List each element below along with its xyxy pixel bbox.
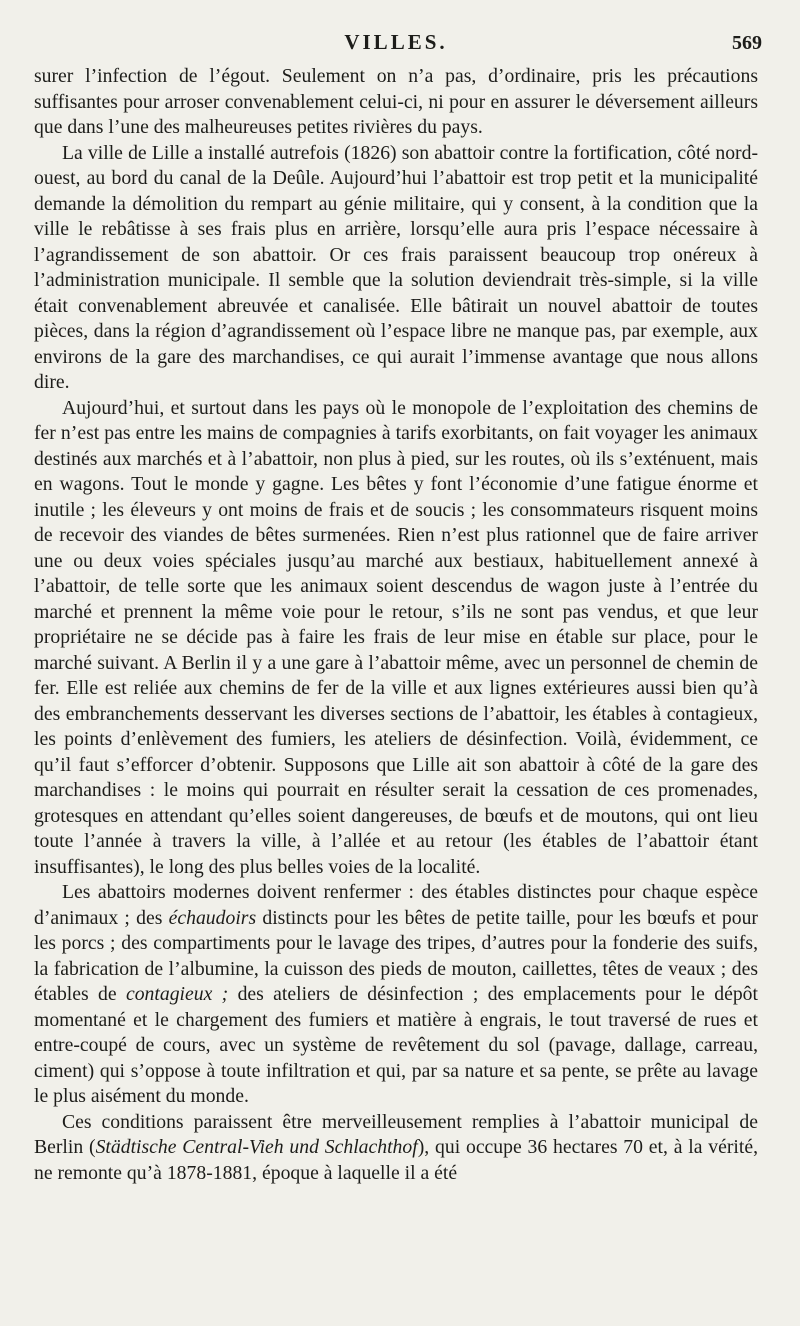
italic-term: Städtische Central-Vieh und Schlachthof xyxy=(95,1136,418,1158)
body-text xyxy=(34,64,758,1186)
paragraph xyxy=(34,880,758,1110)
paragraph-text: distincts pour les bêtes de petite taille, pour les bœufs et pour les porcs ; des compartiments pour le lavage des tripes, d’autres pour la fonderie des suifs, la fabrication de l’albumine, la cuisson des pieds de mouton, caillettes, têtes de veaux ; des étables de xyxy=(34,906,758,1005)
paragraph xyxy=(34,64,758,141)
paragraph xyxy=(34,141,758,396)
page-number: 569 xyxy=(732,32,762,54)
paragraph-text: La ville de Lille a installé autrefois (1826) son abattoir contre la fortification, côté nord-ouest, au bord du canal de la Deûle. Aujourd’hui l’abattoir est trop petit et la municipalité demande la démolition du rempart au génie militaire, qui y consent, à la condition que la ville le rebâtisse à ses frais plus en arrière, lorsqu’elle aura pris l’espace nécessaire à l’agrandissement de son abattoir. Or ces frais paraissent beaucoup trop onéreux à l’administration municipale. Il semble que la solution deviendrait très-simple, si la ville était convenablement abreuvée et canalisée. Elle bâtirait un nouvel abattoir de toutes pièces, dans la région d’agrandissement où l’espace libre ne manque pas, par exemple, aux environs de la gare des marchandises, ce qui aurait l’immense avantage que nous allons dire. xyxy=(34,141,758,393)
paragraph-text: ), qui occupe 36 hectares 70 et, à la vérité, ne remonte qu’à 1878-1881, époque à laquelle il a été xyxy=(34,1136,759,1184)
paragraph-text: Aujourd’hui, et surtout dans les pays où le monopole de l’exploitation des chemins de fer n’est pas entre les mains de compagnies à tarifs exorbitants, on fait voyager les animaux destinés aux marchés et à l’abattoir, non plus à pied, sur les routes, où ils s’exténuent, mais en wagons. Tout le monde y gagne. Les bêtes y font l’économie d’une fatigue énorme et inutile ; les éleveurs y ont moins de frais et de soucis ; les consommateurs risquent moins de recevoir des viandes de bêtes surmenées. Rien n’est plus rationnel que de faire arriver une ou deux voies spéciales jusqu’au marché aux bestiaux, habituellement annexé à l’abattoir, de telle sorte que les animaux soient descendus de wagon juste à l’entrée du marché et prennent la même voie pour le retour, s’ils ne sont pas vendus, et que leur propriétaire ne se décide pas à faire les frais de leur mise en étable sur place, pour le marché suivant. A Berlin il y a une gare à l’abattoir même, avec un personnel de chemin de fer. Elle est reliée aux chemins de fer de la ville et aux lignes extérieures aussi bien qu’à des embranchements desservant les diverses sections de l’abattoir, les étables à contagieux, les points d’enlèvement des fumiers, les ateliers de désinfection. Voilà, évidemment, ce qu’il faut s’efforcer d’obtenir. Supposons que Lille ait son abattoir à côté de la gare des marchandises : le moins qui pourrait en résulter serait la cessation de ces promenades, grotesques en attendant qu’elles soient dangereuses, de bœufs et de moutons, qui ont lieu toute l’année à travers la ville, à l’allée et au retour (les étables de l’abattoir étant insuffisantes), le long des plus belles voies de la localité. xyxy=(34,396,758,878)
paragraph-text: Les abattoirs modernes doivent renfermer : des étables distinctes pour chaque espèce d’animaux ; des xyxy=(34,881,758,929)
paragraph-text: Ces conditions paraissent être merveilleusement remplies à l’abattoir municipal de Berlin ( xyxy=(34,1110,758,1158)
paragraph xyxy=(34,396,758,881)
paragraph xyxy=(34,1110,758,1187)
paragraph-text: des ateliers de désinfection ; des emplacements pour le dépôt momentané et le chargement des fumiers et matière à engrais, le tout traversé de rues et entre-coupé de cours, avec un système de revêtement du sol (pavage, dallage, carreau, ciment) qui s’oppose à toute infiltration et qui, par sa nature et sa pente, se prête au lavage le plus aisément du monde. xyxy=(34,983,758,1107)
running-head xyxy=(34,28,762,64)
paragraph-text: surer l’infection de l’égout. Seulement on n’a pas, d’ordinaire, pris les précautions suffisantes pour arroser convenablement celui-ci, ni pour en assurer le déversement ailleurs que dans l’une des malheureuses petites rivières du pays. xyxy=(34,65,758,138)
header-title: VILLES. xyxy=(344,30,448,54)
italic-term: contagieux ; xyxy=(125,983,229,1005)
italic-term: échaudoirs xyxy=(168,906,257,929)
